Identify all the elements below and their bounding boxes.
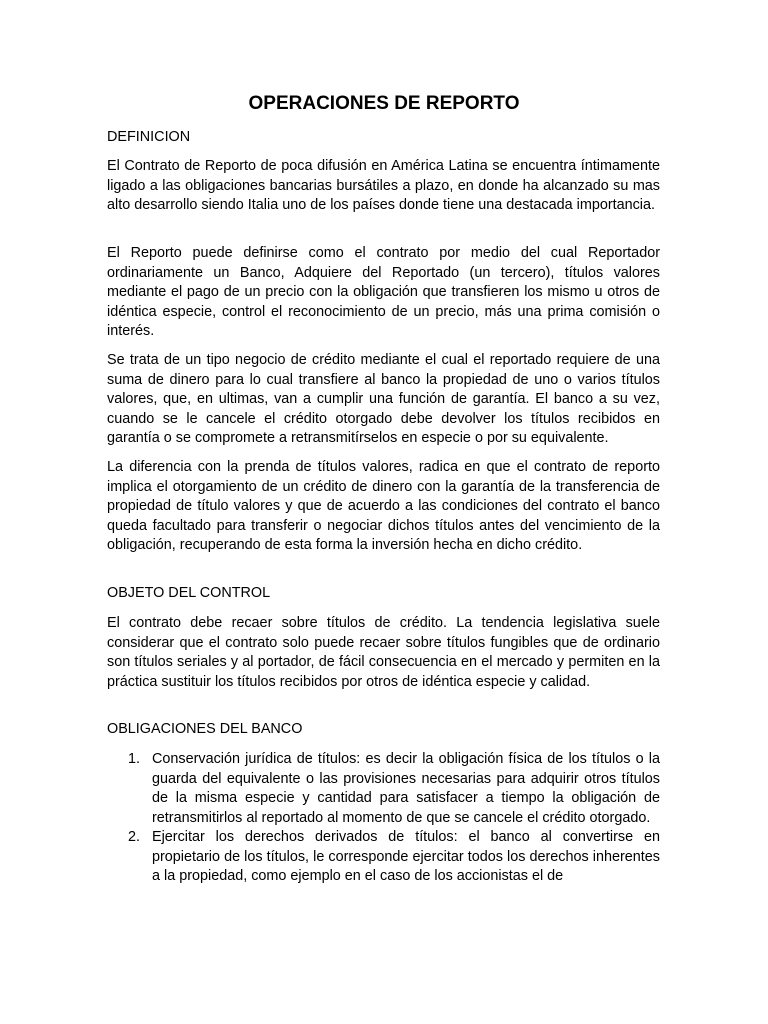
list-item-text: Ejercitar los derechos derivados de títulos: el banco al convertirse en propietario de los títulos, le corresponde ejercitar todos los derechos inherentes a la propiedad, como ejemplo en el caso de los accionistas el de <box>152 829 660 884</box>
paragraph-2: El Reporto puede definirse como el contrato por medio del cual Reportador ordinariamente un Banco, Adquiere del Reportado (un tercero), títulos valores mediante el pago de un precio con la obligación que transfieren los mismo u otros de idéntica especie, control el reconocimiento de un precio, más una prima comisión o interés. <box>107 245 660 339</box>
page-title: OPERACIONES DE REPORTO <box>248 93 520 114</box>
heading-obligaciones: OBLIGACIONES DEL BANCO <box>107 721 303 737</box>
list-item <box>107 750 660 828</box>
heading-objeto: OBJETO DEL CONTROL <box>107 585 271 601</box>
paragraph-1: El Contrato de Reporto de poca difusión en América Latina se encuentra íntimamente ligado a las obligaciones bancarias bursátiles a plazo, en donde ha alcanzado su mas alto desarrollo siendo Italia uno de los países donde tiene una destacada importancia. <box>107 158 660 213</box>
paragraph-4: La diferencia con la prenda de títulos valores, radica en que el contrato de reporto implica el otorgamiento de un crédito de dinero con la garantía de la transferencia de propiedad de título valores y que de acuerdo a las condiciones del contrato el banco queda facultado para transferir o negociar dichos títulos antes del vencimiento de la obligación, recuperando de esta forma la inversión hecha en dicho crédito. <box>107 459 660 553</box>
list-item-number: 1. <box>128 751 141 767</box>
obligations-list <box>107 750 660 887</box>
list-item <box>107 828 660 887</box>
list-item-number: 2. <box>128 829 141 845</box>
paragraph-3: Se trata de un tipo negocio de crédito mediante el cual el reportado requiere de una suma de dinero para lo cual transfiere al banco la propiedad de uno o varios títulos valores, que, en ultimas, van a cumplir una función de garantía. El banco a su vez, cuando se le cancele el crédito otorgado debe devolver los títulos recibidos en garantía o se compromete a retransmitírselos en especie o por su equivalente. <box>107 352 660 446</box>
list-item-text: Conservación jurídica de títulos: es decir la obligación física de los títulos o la guarda del equivalente o las provisiones necesarias para adquirir otros títulos de la misma especie y cantidad para satisfacer a tiempo la obligación de retransmitirlos al reportado al momento de que se cancele el crédito otorgado. <box>152 751 660 826</box>
paragraph-5: El contrato debe recaer sobre títulos de crédito. La tendencia legislativa suele considerar que el contrato solo puede recaer sobre títulos fungibles que de ordinario son títulos seriales y al portador, de fácil consecuencia en el mercado y permiten en la práctica sustituir los títulos recibidos por otros de idéntica especie y calidad. <box>107 615 660 690</box>
heading-definicion: DEFINICION <box>107 129 191 145</box>
